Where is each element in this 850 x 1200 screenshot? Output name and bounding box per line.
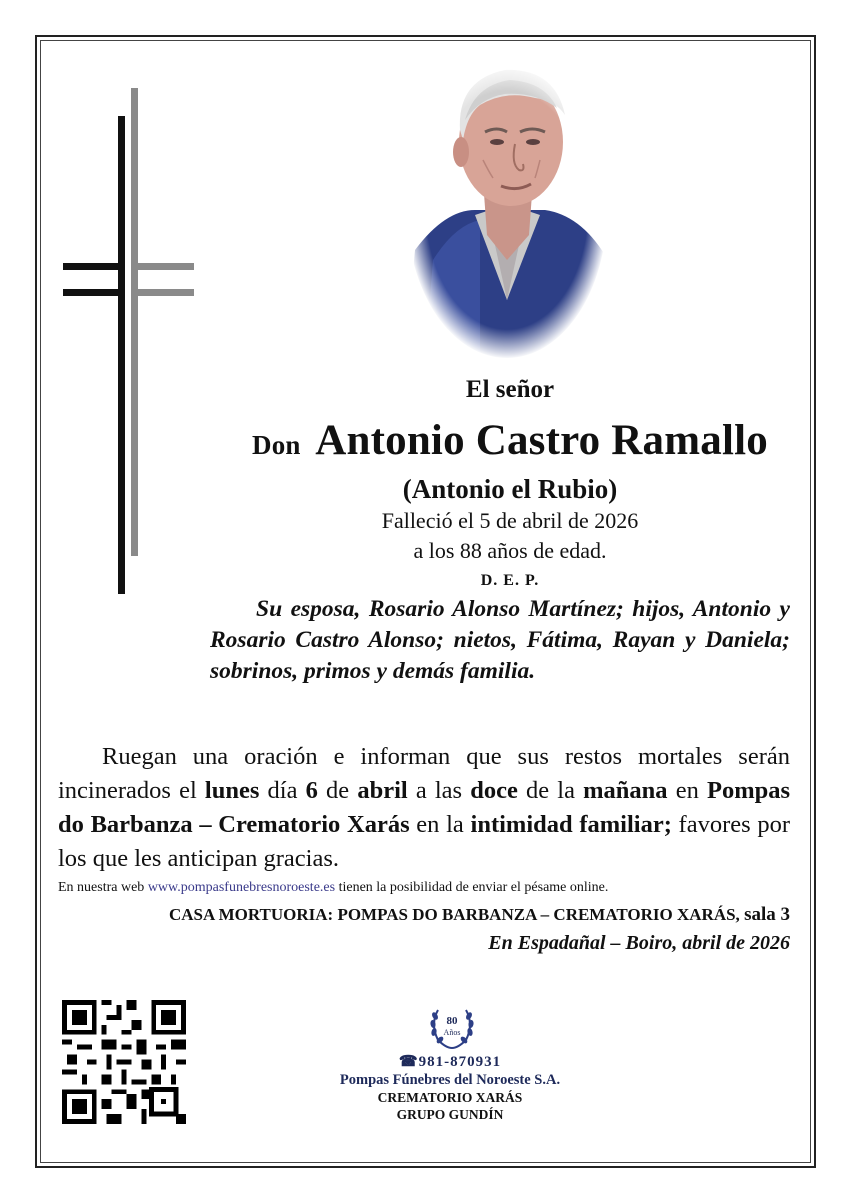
cross-icon	[60, 88, 200, 598]
qr-code[interactable]	[62, 1000, 186, 1124]
family-list: Su esposa, Rosario Alonso Martínez; hijos, Antonio y Rosario Castro Alonso; nietos, Fátima, Rayan y Daniela; sobrinos, primos y demás familia.	[210, 596, 790, 684]
rip-text: D. E. P.	[480, 572, 540, 589]
website-link[interactable]: www.pompasfunebresnoroeste.es	[147, 880, 336, 895]
cross-vertical-black	[118, 116, 125, 594]
title-prefix: Don	[252, 430, 301, 460]
cross-arm-grey	[131, 263, 194, 270]
web-notice: En nuestra web www.pompasfunebresnoroeste.es tienen la posibilidad de enviar el pésame online.	[58, 880, 609, 895]
crematorium-name: CREMATORIO XARÁS	[377, 1090, 523, 1105]
intro-text: El señor	[465, 376, 555, 403]
cross-vertical-grey	[131, 88, 138, 556]
prayer-paragraph: Ruegan una oración e informan que sus restos mortales serán incinerados el lunes día 6 de abril a las doce de la mañana en Pompas do Barbanza – Crematorio Xarás en la intimidad familiar; favores por los que les anticipan gracias.	[58, 743, 791, 872]
cross-arm-grey	[131, 289, 194, 296]
phone-number[interactable]: ☎981-870931	[398, 1054, 502, 1070]
death-date: Falleció el 5 de abril de 2026	[381, 508, 639, 533]
80-years-laurel-icon	[420, 1002, 484, 1052]
cross-arm-black	[63, 289, 125, 296]
room-number: sala 3	[744, 904, 790, 925]
logo-text: Años	[443, 1028, 461, 1037]
deceased-name	[200, 416, 820, 465]
logo-number: 80	[446, 1015, 458, 1027]
deceased-alias: (Antonio el Rubio)	[402, 474, 618, 504]
cross-arm-black	[63, 263, 125, 270]
deceased-portrait	[405, 60, 610, 360]
funeral-home-line: CASA MORTUORIA: POMPAS DO BARBANZA – CREMATORIO XARÁS, sala 3	[168, 904, 790, 925]
place-date: En Espadañal – Boiro, abril de 2026	[488, 932, 790, 954]
full-name: Antonio Castro Ramallo	[315, 417, 768, 464]
group-name: GRUPO GUNDÍN	[396, 1107, 504, 1122]
age-line: a los 88 años de edad.	[413, 538, 607, 563]
company-name: Pompas Fúnebres del Noroeste S.A.	[339, 1072, 561, 1088]
